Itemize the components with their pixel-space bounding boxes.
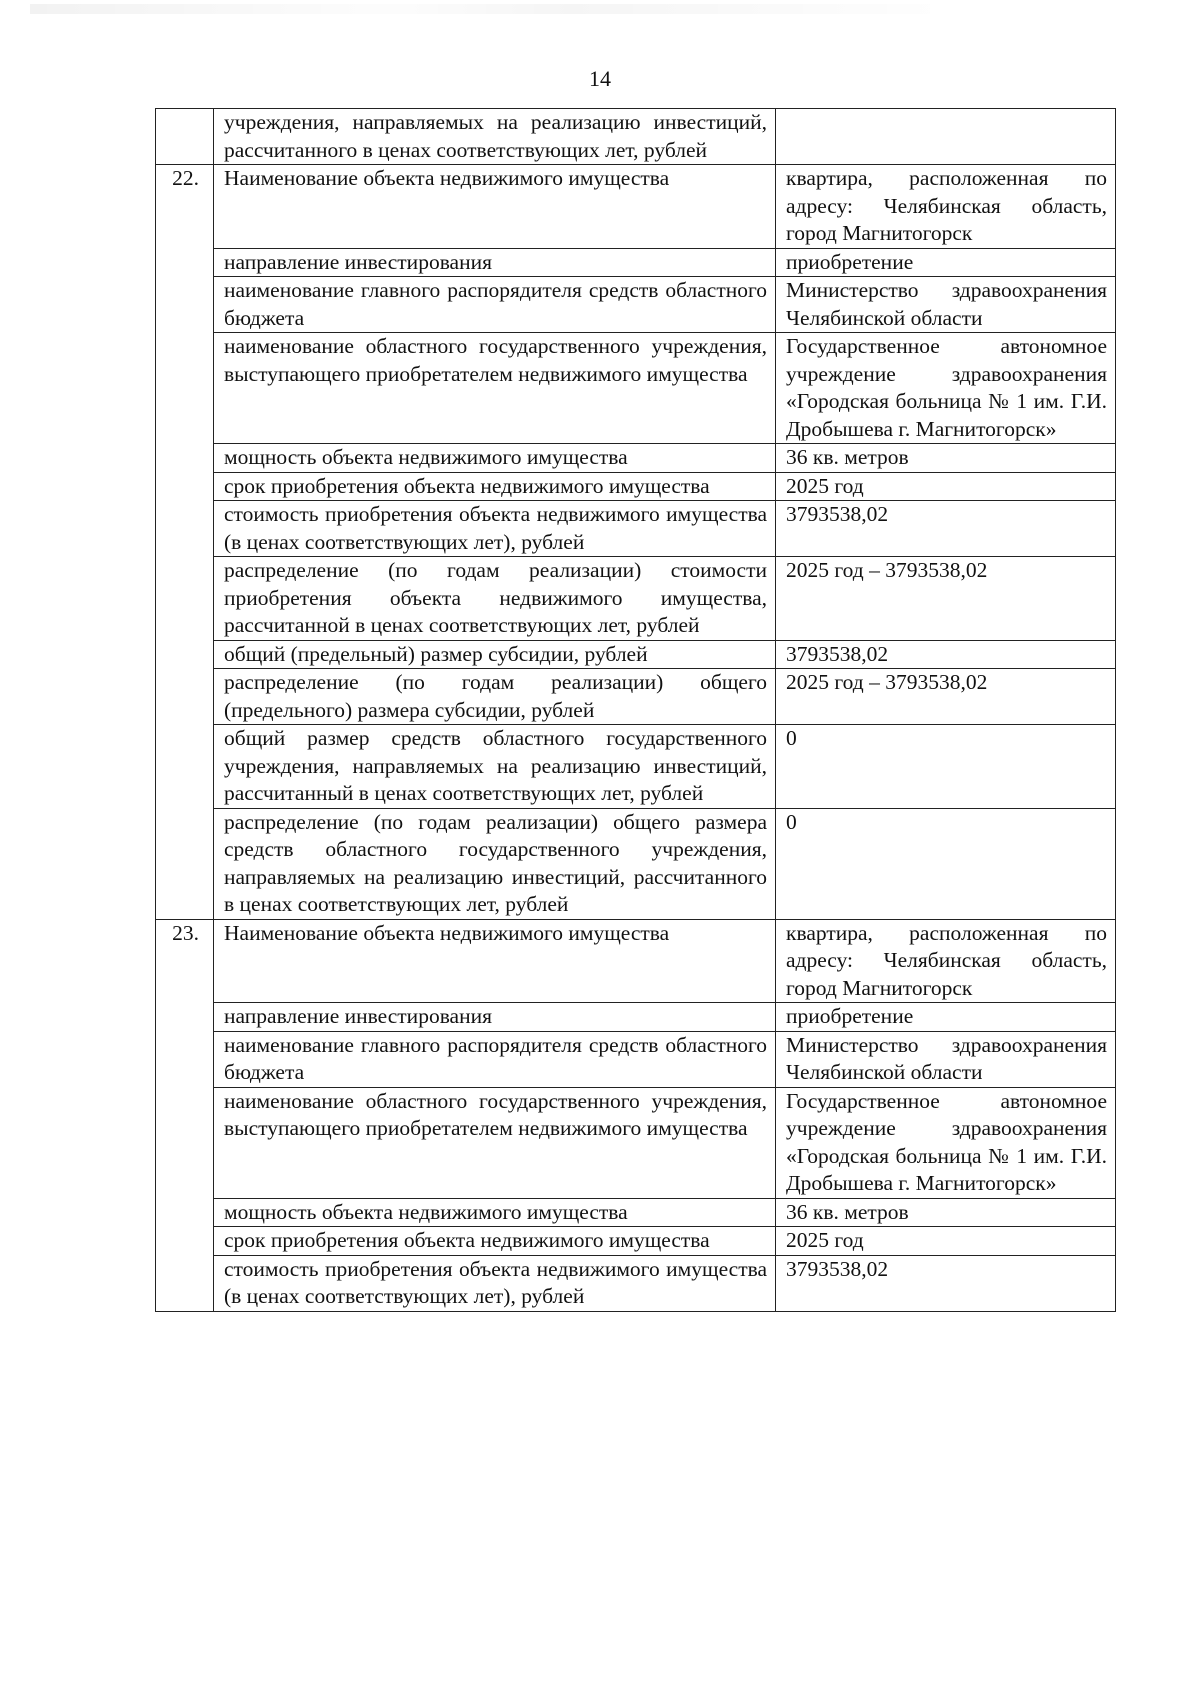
row-label-cell: наименование главного распорядителя средств областного бюджета: [214, 277, 776, 333]
row-label-cell: мощность объекта недвижимого имущества: [214, 444, 776, 473]
table-row: [156, 640, 1116, 669]
row-value-cell: Государственное автономное учреждение здравоохранения «Городская больница № 1 им. Г.И. Дробышева г. Магнитогорск»: [776, 1087, 1116, 1198]
row-value-cell: приобретение: [776, 248, 1116, 277]
section-number-cell: 22.: [156, 165, 214, 920]
section-number-cell: 23.: [156, 919, 214, 1311]
table-row: [156, 919, 1116, 1003]
row-label-cell: учреждения, направляемых на реализацию инвестиций, рассчитанного в ценах соответствующих лет, рублей: [214, 109, 776, 165]
row-label-cell: мощность объекта недвижимого имущества: [214, 1198, 776, 1227]
table-row: [156, 333, 1116, 444]
row-value-cell: 3793538,02: [776, 501, 1116, 557]
row-value-cell: Государственное автономное учреждение здравоохранения «Городская больница № 1 им. Г.И. Дробышева г. Магнитогорск»: [776, 333, 1116, 444]
table-row: [156, 444, 1116, 473]
row-value-cell: [776, 109, 1116, 165]
row-label-cell: Наименование объекта недвижимого имущества: [214, 919, 776, 1003]
scan-artifact: [30, 4, 930, 14]
row-label-cell: стоимость приобретения объекта недвижимого имущества (в ценах соответствующих лет), рублей: [214, 1255, 776, 1311]
row-value-cell: 36 кв. метров: [776, 444, 1116, 473]
row-label-cell: общий (предельный) размер субсидии, рублей: [214, 640, 776, 669]
row-label-cell: распределение (по годам реализации) стоимости приобретения объекта недвижимого имущества, рассчитанной в ценах соответствующих лет, рублей: [214, 557, 776, 641]
investment-table: [155, 108, 1116, 1312]
row-value-cell: 36 кв. метров: [776, 1198, 1116, 1227]
table-row: [156, 1031, 1116, 1087]
row-label-cell: наименование областного государственного учреждения, выступающего приобретателем недвижимого имущества: [214, 1087, 776, 1198]
row-value-cell: квартира, расположенная по адресу: Челябинская область, город Магнитогорск: [776, 165, 1116, 249]
row-label-cell: распределение (по годам реализации) общего (предельного) размера субсидии, рублей: [214, 669, 776, 725]
row-label-cell: распределение (по годам реализации) общего размера средств областного государственного учреждения, направляемых на реализацию инвестиций, рассчитанного в ценах соответствующих лет, рублей: [214, 808, 776, 919]
row-value-cell: 0: [776, 725, 1116, 809]
table-row: [156, 1227, 1116, 1256]
row-label-cell: наименование главного распорядителя средств областного бюджета: [214, 1031, 776, 1087]
table-row-carryover: [156, 109, 1116, 165]
row-label-cell: Наименование объекта недвижимого имущества: [214, 165, 776, 249]
table-row: [156, 1255, 1116, 1311]
table-row: [156, 501, 1116, 557]
row-value-cell: 0: [776, 808, 1116, 919]
row-value-cell: 3793538,02: [776, 1255, 1116, 1311]
table-row: [156, 808, 1116, 919]
table-row: [156, 557, 1116, 641]
row-value-cell: 2025 год: [776, 472, 1116, 501]
row-label-cell: направление инвестирования: [214, 1003, 776, 1032]
table-row: [156, 1003, 1116, 1032]
row-label-cell: срок приобретения объекта недвижимого имущества: [214, 472, 776, 501]
table-body: [156, 109, 1116, 1312]
row-value-cell: приобретение: [776, 1003, 1116, 1032]
row-value-cell: Министерство здравоохранения Челябинской области: [776, 1031, 1116, 1087]
row-label-cell: срок приобретения объекта недвижимого имущества: [214, 1227, 776, 1256]
row-number-cell: [156, 109, 214, 165]
row-value-cell: 2025 год: [776, 1227, 1116, 1256]
row-label-cell: направление инвестирования: [214, 248, 776, 277]
row-value-cell: 2025 год – 3793538,02: [776, 557, 1116, 641]
table-row: [156, 248, 1116, 277]
table-row: [156, 1087, 1116, 1198]
row-value-cell: 3793538,02: [776, 640, 1116, 669]
row-label-cell: стоимость приобретения объекта недвижимого имущества (в ценах соответствующих лет), рублей: [214, 501, 776, 557]
table-row: [156, 725, 1116, 809]
table-row: [156, 472, 1116, 501]
table-row: [156, 277, 1116, 333]
table-row: [156, 1198, 1116, 1227]
row-value-cell: Министерство здравоохранения Челябинской области: [776, 277, 1116, 333]
row-label-cell: общий размер средств областного государственного учреждения, направляемых на реализацию инвестиций, рассчитанный в ценах соответствующих лет, рублей: [214, 725, 776, 809]
row-label-cell: наименование областного государственного учреждения, выступающего приобретателем недвижимого имущества: [214, 333, 776, 444]
table-row: [156, 165, 1116, 249]
row-value-cell: квартира, расположенная по адресу: Челябинская область, город Магнитогорск: [776, 919, 1116, 1003]
table-row: [156, 669, 1116, 725]
page-number: 14: [589, 66, 611, 91]
row-value-cell: 2025 год – 3793538,02: [776, 669, 1116, 725]
